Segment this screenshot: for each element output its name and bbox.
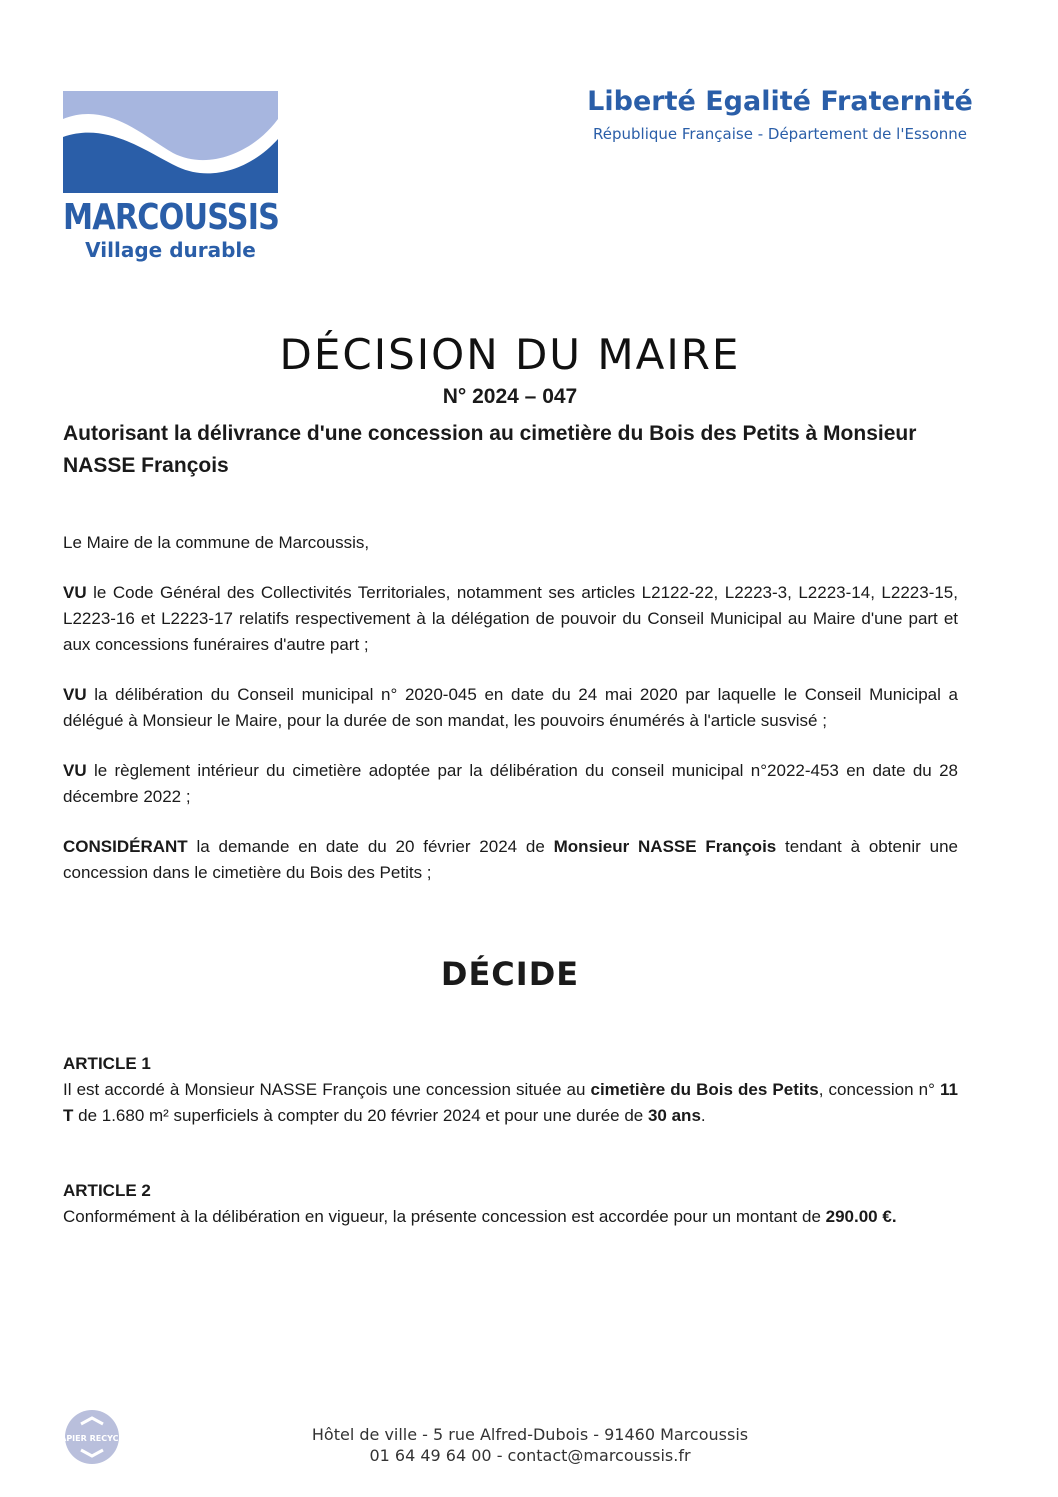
- document-title: DÉCISION DU MAIRE: [279, 330, 741, 379]
- considerant-label: CONSIDÉRANT: [63, 837, 188, 856]
- applicant-name: Monsieur NASSE François: [553, 837, 777, 856]
- article-text: de 1.680 m² superficiels à compter du 20 février 2024 et pour une durée de: [73, 1106, 648, 1125]
- logo-wordmark: MARCOUSSIS: [63, 197, 280, 238]
- vu-label: VU: [63, 685, 87, 704]
- considerant-text: la demande en date du 20 février 2024 de: [187, 837, 554, 856]
- footer-contact: 01 64 49 64 00 - contact@marcoussis.fr: [369, 1446, 691, 1465]
- vu-label: VU: [63, 583, 87, 602]
- republic-department: République Française - Département de l'Essonne: [593, 125, 967, 143]
- vu-text: le règlement intérieur du cimetière adoptée par la délibération du conseil municipal n°2022-453 en date du 28 décembre 2022 ;: [63, 761, 958, 806]
- vu-label: VU: [63, 761, 87, 780]
- concession-price: 290.00 €.: [825, 1207, 897, 1226]
- decision-number: N° 2024 – 047: [442, 385, 578, 408]
- vu-paragraph-3: [63, 758, 958, 810]
- article-text: .: [700, 1106, 706, 1125]
- logo-tagline: Village durable: [85, 238, 256, 262]
- republic-motto: Liberté Egalité Fraternité: [587, 86, 973, 117]
- article-2-body: [63, 1204, 958, 1230]
- article-1-body: [63, 1077, 958, 1129]
- footer-address: Hôtel de ville - 5 rue Alfred-Dubois - 91460 Marcoussis: [311, 1425, 749, 1444]
- article-1-heading: ARTICLE 1: [63, 1054, 151, 1073]
- considerant-text: tendant à obtenir une concession dans le cimetière du Bois des Petits ;: [63, 837, 958, 882]
- article-text: Conformément à la délibération en vigueur, la présente concession est accordée pour un montant de: [63, 1207, 826, 1226]
- intro-paragraph: Le Maire de la commune de Marcoussis,: [63, 533, 370, 552]
- cemetery-name: cimetière du Bois des Petits: [590, 1080, 819, 1099]
- vu-text: la délibération du Conseil municipal n° 2020-045 en date du 24 mai 2020 par laquelle le Conseil Municipal a délégué à Monsieur le Maire, pour la durée de son mandat, les pouvoirs énumérés à l'article susvisé ;: [63, 685, 958, 730]
- recycled-paper-icon: [54, 1408, 130, 1466]
- decide-heading: DÉCIDE: [440, 955, 580, 993]
- concession-number: 11 T: [63, 1080, 958, 1125]
- concession-duration: 30 ans: [647, 1106, 701, 1125]
- vu-text: le Code Général des Collectivités Territoriales, notamment ses articles L2122-22, L2223-3, L2223-14, L2223-15, L2223-16 et L2223-17 relatifs respectivement à la délégation de pouvoir du Conseil Municipal au Maire d'une part et aux concessions funéraires d'autre part ;: [63, 583, 958, 654]
- article-text: Il est accordé à Monsieur NASSE François une concession située au: [63, 1080, 591, 1099]
- vu-paragraph-2: [63, 682, 958, 734]
- vu-paragraph-1: [63, 580, 958, 658]
- recycled-label: PAPIER RECYCLÉ: [54, 1434, 130, 1443]
- article-2-heading: ARTICLE 2: [63, 1181, 151, 1200]
- decision-subject: Autorisant la délivrance d'une concession au cimetière du Bois des Petits à Monsieur NASSE François: [63, 422, 917, 477]
- article-text: , concession n°: [818, 1080, 940, 1099]
- considerant-paragraph: [63, 834, 958, 886]
